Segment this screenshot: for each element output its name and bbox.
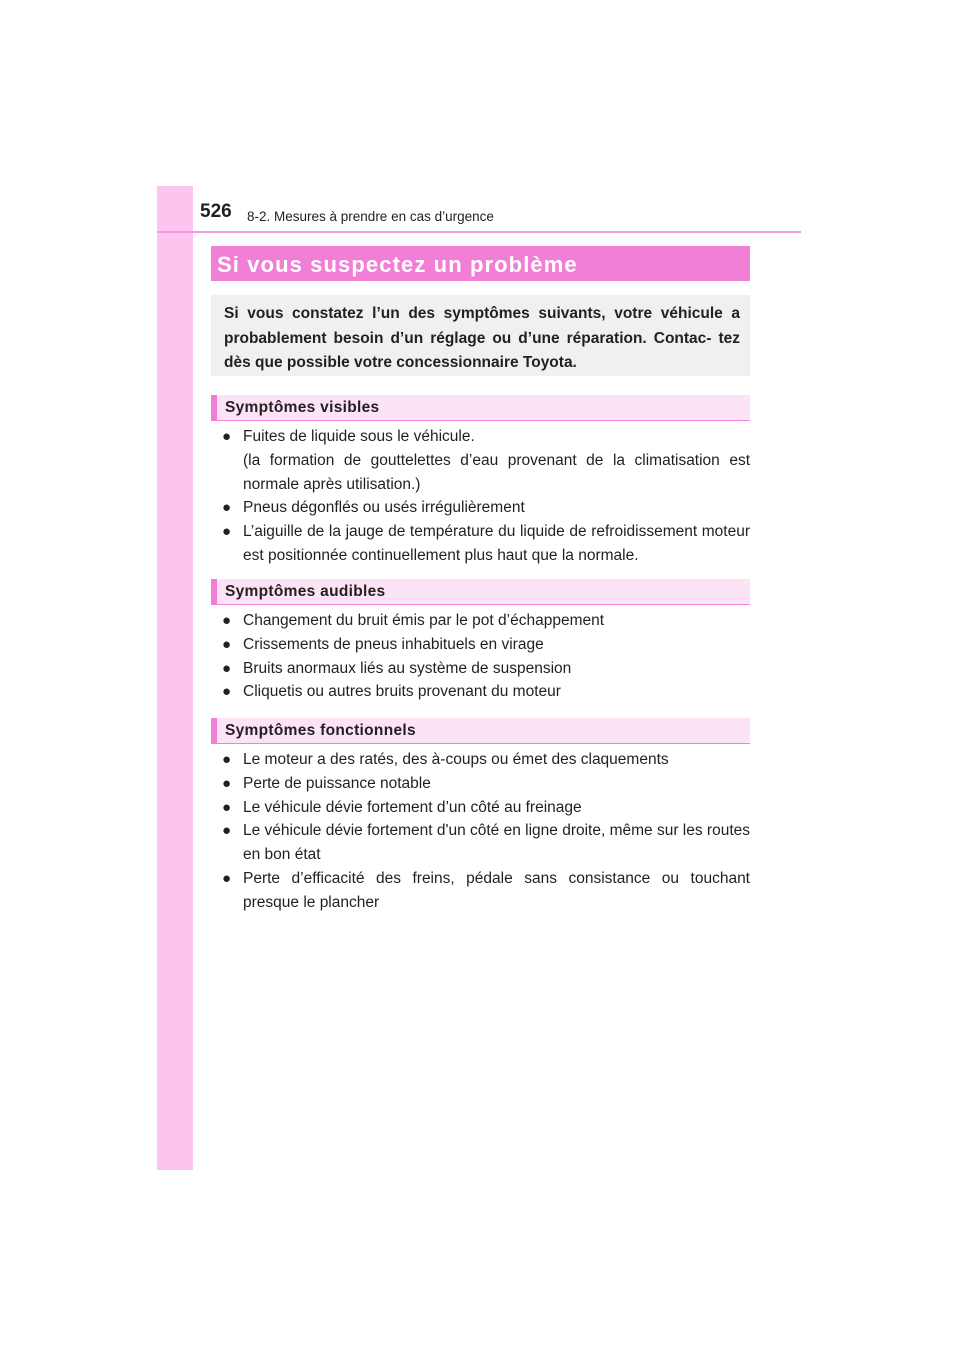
list-item: ● Bruits anormaux liés au système de suspension <box>222 657 750 681</box>
list-item: ● Le moteur a des ratés, des à-coups ou émet des claquements <box>222 748 750 772</box>
list-item: ● Fuites de liquide sous le véhicule. (la formation de gouttelettes d’eau provenant de la climatisation est normale après utilisation.) <box>222 425 750 496</box>
list-item: ● Le véhicule dévie fortement d'un côté en ligne droite, même sur les routes en bon état <box>222 819 750 867</box>
page-title: Si vous suspectez un problème <box>211 246 750 281</box>
bullet-icon: ● <box>222 523 232 541</box>
section-heading-functional-symptoms: Symptômes fonctionnels <box>211 718 750 744</box>
bullet-icon: ● <box>222 869 232 887</box>
intro-note: Si vous constatez l’un des symptômes suivants, votre véhicule a probablement besoin d’un réglage ou d’une réparation. Contac- tez dès que possible votre concessionnaire Toyota. <box>211 295 750 376</box>
section-heading-visible-symptoms: Symptômes visibles <box>211 395 750 421</box>
bullet-icon: ● <box>222 612 232 629</box>
bullet-icon: ● <box>222 774 232 792</box>
bullet-icon: ● <box>222 683 232 701</box>
bullet-icon: ● <box>222 659 232 677</box>
list-item: ● Cliquetis ou autres bruits provenant du moteur <box>222 680 750 704</box>
bullet-icon: ● <box>222 822 232 840</box>
list-functional-symptoms <box>222 748 750 915</box>
list-item: ● Le véhicule dévie fortement d’un côté au freinage <box>222 796 750 820</box>
list-item: ● Perte de puissance notable <box>222 772 750 796</box>
list-item: ● L’aiguille de la jauge de température du liquide de refroidissement moteur est positionnée continuellement plus haut que la normale. <box>222 520 750 568</box>
list-item: ● Crissements de pneus inhabituels en virage <box>222 633 750 657</box>
bullet-icon: ● <box>222 751 232 768</box>
list-item: ● Perte d’efficacité des freins, pédale sans consistance ou touchant presque le plancher <box>222 867 750 915</box>
bullet-icon: ● <box>222 499 232 517</box>
list-visible-symptoms <box>222 425 750 568</box>
bullet-icon: ● <box>222 428 232 445</box>
header-divider <box>157 231 801 233</box>
list-item: ● Pneus dégonflés ou usés irrégulièrement <box>222 496 750 520</box>
list-item: ● Changement du bruit émis par le pot d’échappement <box>222 609 750 633</box>
bullet-icon: ● <box>222 635 232 653</box>
section-heading-audible-symptoms: Symptômes audibles <box>211 579 750 605</box>
page-number: 526 <box>200 201 232 222</box>
bullet-icon: ● <box>222 798 232 816</box>
side-tab-strip <box>157 186 193 1170</box>
list-audible-symptoms <box>222 609 750 704</box>
breadcrumb: 8-2. Mesures à prendre en cas d’urgence <box>247 209 494 224</box>
